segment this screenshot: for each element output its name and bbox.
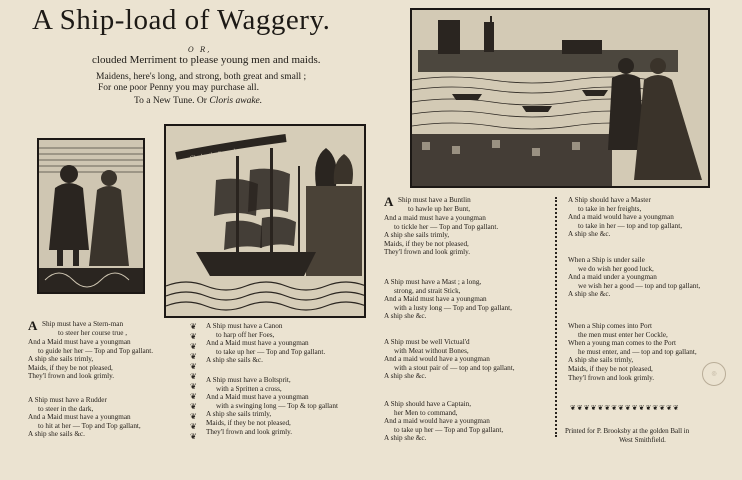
verse-line: with a swinging long — Top & top gallant [216,401,338,410]
verse-line: And a Maid must have a youngman [384,295,487,304]
dropcap-col1: A [28,318,38,333]
verse-stanza [384,400,503,443]
ship-woodcut [164,124,366,318]
verse-line: to take up her — Top and Top gallant. [216,347,326,356]
verse-line: When a Ship is under saile [568,256,645,264]
verse-line: to take in her — top and top gallant, [578,221,682,230]
tune-line [134,96,262,106]
verse-line: And a maid must have a youngman [384,214,486,222]
ornament-row: ❦❦❦❦❦❦❦❦❦❦❦❦❦❦❦❦ [570,404,680,412]
verse-line: we wish her a good — top and top gallant, [578,281,701,290]
verse-line: Ship must have a Buntlin [398,196,471,204]
verse-line: A ship she &c. [568,290,611,299]
or-label: O R, [188,46,212,54]
verse-line: her Men to command, [394,408,458,417]
verse-line: to hit at her — Top and Top gallant, [38,421,141,430]
verse-line: And a maid would have a youngman [384,417,490,426]
verse-line: They'l frown and look grimly. [206,427,293,436]
verse-stanza [568,256,700,299]
verse-line: A Ship must have a Boltsprit, [206,376,291,384]
city-woodcut-art [412,10,708,186]
verse-line: to tickle her — Top and Top gallant. [394,222,499,231]
verse-line: Maids, if they be not pleased, [568,364,653,373]
verse-stanza [398,196,471,213]
verse-line: to steer in the dark, [38,404,94,413]
verse-stanza [42,320,127,337]
verse-stanza [568,196,682,239]
intro-line-2: For one poor Penny you may purchase all. [98,83,259,93]
verse-line: And a Maid must have a youngman [28,338,131,346]
verse-stanza [384,278,512,321]
tune-name: Cloris awake. [209,96,263,106]
verse-line: A Ship must be well Victual'd [384,338,470,346]
verse-line: to steer her course true , [58,328,128,337]
verse-stanza [206,376,338,436]
intro-couplet [96,72,306,94]
verse-line: he must enter, and — top and top gallant, [578,347,697,356]
verse-stanza [568,322,697,382]
verse-line: A ship she &c. [384,312,427,321]
verse-line: we do wish her good luck, [578,264,654,273]
tune-prefix: To a New Tune. Or [134,96,210,106]
couple-woodcut [37,138,145,294]
library-stamp: ◎ [702,362,726,386]
verse-line: A ship she sails trimly, [384,231,450,240]
verse-stanza [28,396,141,439]
verse-stanza [206,322,325,365]
verse-line: with a Spritten a cross, [216,384,282,393]
verse-line: And a maid under a youngman [568,273,657,282]
verse-line: to take in her freights, [578,204,642,213]
verse-line: with Meat without Bones, [394,346,469,355]
fleuron-border: ❦ ❦ ❦ ❦ ❦ ❦ ❦ ❦ ❦ ❦ ❦ ❦ [190,322,197,441]
verse-stanza [384,214,498,257]
verse-line: with a stout pair of — top and top gallant, [394,363,515,372]
verse-line: to harp off her Foes, [216,330,275,339]
imprint-line-2: West Smithfield. [619,436,666,444]
imprint [565,427,689,445]
verse-line: to hawle up her Bunt, [408,204,471,213]
ship-woodcut-art [166,126,364,316]
verse-line: When a young man comes to the Port [568,339,676,348]
verse-line: A ship she &c. [384,372,427,381]
verse-line: A ship she sails trimly, [568,356,634,365]
verse-line: A ship she sails trimly, [206,410,272,419]
verse-line: A Ship must have a Rudder [28,396,107,404]
verse-line: A Ship should have a Master [568,196,651,204]
verse-line: And a Maid must have a youngman [206,339,309,348]
verse-line: And a Maid must have a youngman [28,413,131,422]
verse-line: Maids, if they be not pleased, [206,418,291,427]
verse-line: And a Maid must have a youngman [206,393,309,402]
verse-stanza [384,338,515,381]
verse-line: A ship she &c. [568,230,611,239]
verse-line: When a Ship comes into Port [568,322,653,330]
verse-line: A ship she sails &c. [206,356,263,365]
couple-woodcut-art [39,140,143,292]
verse-line: the men must enter her Cockle, [578,330,668,339]
verse-line: And a maid would have a youngman [568,213,674,222]
verse-line: with a lusty long — Top and Top gallant, [394,303,512,312]
verse-line: to guide her her — Top and Top gallant. [38,346,154,355]
verse-line: Ship must have a Stern-man [42,320,124,328]
verse-line: strong, and strait Stick, [394,286,461,295]
verse-line: They'l frown and look grimly. [568,373,655,382]
verse-line: They'l frown and look grimly. [384,248,471,257]
verse-line: Maids, if they be not pleased, [384,239,469,248]
dropcap-col3: A [384,194,394,209]
subtitle: clouded Merriment to please young men and maids. [92,54,321,66]
page-title: A Ship-load of Waggery. [32,4,331,36]
intro-line-1: Maidens, here's long, and strong, both great and small ; [96,72,307,82]
verse-line: A ship she sails trimly, [28,355,94,364]
ship-flag-text: Charles the Second [189,148,237,162]
verse-line: A ship she sails &c. [28,430,85,439]
verse-line: They'l frown and look grimly. [28,372,115,381]
imprint-line-1: Printed for P. Brooksby at the golden Ball in [565,427,690,435]
verse-line: A ship she &c. [384,434,427,443]
verse-line: A Ship must have a Mast ; a long, [384,278,482,286]
column-divider [555,197,559,437]
verse-line: to take up her — Top and Top gallant, [394,425,504,434]
verse-stanza [28,338,153,381]
verse-line: A Ship should have a Captain, [384,400,472,408]
verse-line: And a maid would have a youngman [384,355,490,364]
verse-line: Maids, if they be not pleased, [28,363,113,372]
city-woodcut [410,8,710,188]
verse-line: A Ship must have a Canon [206,322,283,330]
